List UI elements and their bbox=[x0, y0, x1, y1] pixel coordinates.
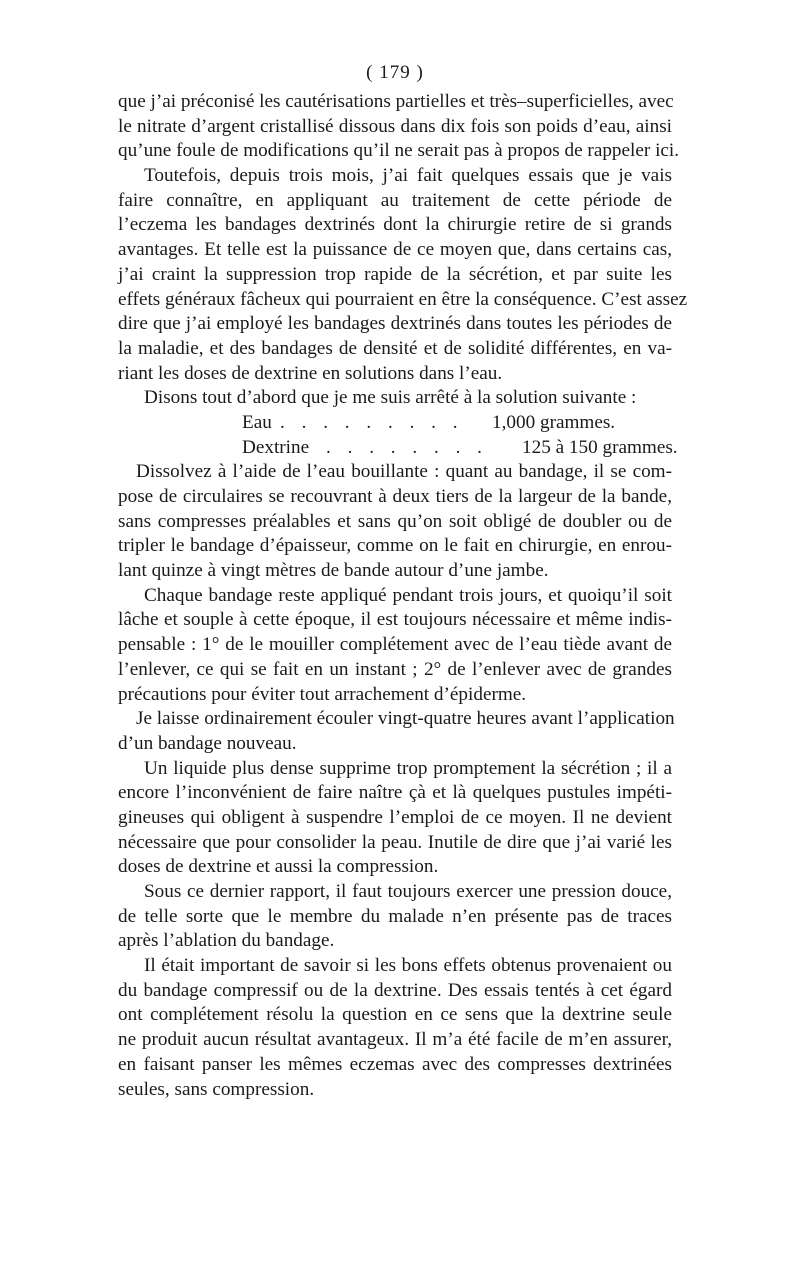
text-line: Toutefois, depuis trois mois, j’ai fait quelques essais que je vais bbox=[144, 165, 672, 187]
text-line: Dissolvez à l’aide de l’eau bouillante : quant au bandage, il se com- bbox=[136, 461, 672, 483]
text-line: effets généraux fâcheux qui pourraient en être la conséquence. C’est assez bbox=[118, 288, 688, 310]
text-line: seules, sans compression. bbox=[118, 1078, 315, 1100]
paragraph bbox=[118, 954, 672, 1102]
text-line: gineuses qui obligent à suspendre l’emploi de ce moyen. Il ne devient bbox=[118, 806, 672, 828]
recipe-leader-dots: . . . . . . . . . bbox=[280, 411, 464, 433]
paragraph bbox=[118, 460, 672, 583]
text-line: lant quinze à vingt mètres de bande autour d’une jambe. bbox=[118, 560, 549, 582]
page-number: ( 179 ) bbox=[366, 62, 424, 83]
text-line: avantages. Et telle est la puissance de ce moyen que, dans certains cas, bbox=[118, 239, 672, 261]
text-line: Sous ce dernier rapport, il faut toujours exercer une pression douce, bbox=[144, 881, 672, 902]
recipe-row bbox=[118, 436, 678, 461]
text-line: Je laisse ordinairement écouler vingt-quatre heures avant l’application bbox=[136, 708, 675, 730]
text-line: encore l’inconvénient de faire naître çà et là quelques pustules impéti- bbox=[118, 782, 672, 804]
text-line: ont complétement résolu la question en ce sens que la dextrine seule bbox=[118, 1004, 672, 1026]
book-page bbox=[118, 58, 688, 1102]
recipe-table bbox=[118, 411, 678, 460]
recipe-ingredient: Eau bbox=[242, 411, 272, 433]
text-line: Disons tout d’abord que je me suis arrêté à la solution suivante : bbox=[144, 387, 637, 409]
text-line: après l’ablation du bandage. bbox=[118, 930, 335, 952]
text-line: sans compresses préalables et sans qu’on soit obligé de doubler ou de bbox=[118, 510, 672, 532]
text-line: j’ai craint la suppression trop rapide de la sécrétion, et par suite les bbox=[118, 263, 672, 285]
recipe-quantity: 125 à 150 grammes. bbox=[522, 436, 678, 458]
text-line: le nitrate d’argent cristallisé dissous dans dix fois son poids d’eau, ainsi bbox=[118, 115, 672, 137]
text-line: que j’ai préconisé les cautérisations partielles et très–superficielles, avec bbox=[118, 91, 674, 112]
text-line: précautions pour éviter tout arrachement d’épiderme. bbox=[118, 683, 527, 705]
recipe-leader-dots: . . . . . . . . bbox=[326, 436, 488, 458]
text-line: la maladie, et des bandages de densité et de solidité différentes, en va- bbox=[118, 337, 672, 359]
text-line: tripler le bandage d’épaisseur, comme on le fait en chirurgie, en enrou- bbox=[118, 535, 672, 557]
paragraph bbox=[118, 164, 688, 386]
recipe-quantity: 1,000 grammes. bbox=[492, 411, 616, 433]
paragraph bbox=[118, 386, 672, 411]
text-line: l’eczema les bandages dextrinés dont la chirurgie retire de si grands bbox=[118, 214, 672, 236]
text-line: dire que j’ai employé les bandages dextrinés dans toutes les périodes de bbox=[118, 313, 672, 335]
text-line: pensable : 1° de le mouiller complétement avec de l’eau tiède avant de bbox=[118, 634, 672, 656]
paragraph bbox=[118, 707, 675, 756]
paragraph bbox=[118, 757, 672, 880]
text-line: Il était important de savoir si les bons effets obtenus provenaient ou bbox=[144, 955, 672, 977]
paragraph bbox=[118, 90, 680, 164]
recipe-ingredient: Dextrine bbox=[242, 436, 310, 458]
text-line: ne produit aucun résultat avantageux. Il m’a été facile de m’en assurer, bbox=[118, 1029, 672, 1051]
text-line: nécessaire que pour consolider la peau. Inutile de dire que j’ai varié les bbox=[118, 831, 672, 853]
text-line: qu’une foule de modifications qu’il ne serait pas à propos de rappeler ici. bbox=[118, 140, 680, 162]
text-line: en faisant panser les mêmes eczemas avec des compresses dextrinées bbox=[118, 1053, 672, 1075]
text-line: riant les doses de dextrine en solutions dans l’eau. bbox=[118, 362, 503, 384]
text-line: pose de circulaires se recouvrant à deux tiers de la largeur de la bande, bbox=[118, 486, 672, 507]
paragraph bbox=[118, 584, 672, 707]
text-line: de telle sorte que le membre du malade n’en présente pas de traces bbox=[118, 905, 672, 927]
recipe-row bbox=[118, 411, 672, 436]
paragraph bbox=[118, 880, 672, 954]
text-line: l’enlever, ce qui se fait en un instant ; 2° de l’enlever avec de grandes bbox=[118, 658, 672, 680]
text-line: faire connaître, en appliquant au traitement de cette période de bbox=[118, 189, 672, 211]
text-line: du bandage compressif ou de la dextrine. Des essais tentés à cet égard bbox=[118, 979, 672, 1001]
text-line: doses de dextrine et aussi la compression. bbox=[118, 856, 439, 878]
text-line: Chaque bandage reste appliqué pendant trois jours, et quoiqu’il soit bbox=[144, 584, 672, 606]
text-line: d’un bandage nouveau. bbox=[118, 732, 297, 754]
text-line: lâche et souple à cette époque, il est toujours nécessaire et même indis- bbox=[118, 609, 672, 631]
text-line: Un liquide plus dense supprime trop promptement la sécrétion ; il a bbox=[144, 757, 672, 779]
